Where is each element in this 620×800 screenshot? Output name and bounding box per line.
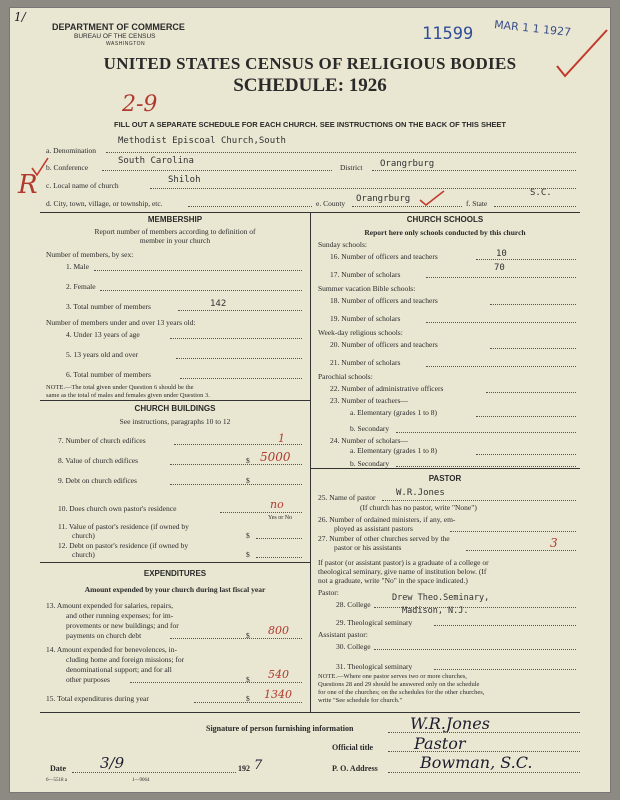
census-form-page — [10, 8, 610, 792]
q29-line — [434, 625, 576, 626]
received-date-stamp: MAR 1 1 1927 — [493, 18, 572, 39]
po-address-line — [388, 772, 580, 773]
q27-label-1: 27. Number of other churches served by the — [318, 534, 450, 543]
county-label: e. County — [316, 199, 346, 208]
q26-label-1: 26. Number of ordained ministers, if any, em- — [318, 515, 456, 524]
q24b-label: b. Secondary — [350, 459, 390, 468]
q21-label: 21. Number of scholars — [330, 358, 401, 367]
q6-label: 6. Total number of members — [66, 370, 151, 379]
q1-line — [94, 270, 302, 271]
q24a-label: a. Elementary (grades 1 to 8) — [350, 446, 438, 455]
q13-label-1: 13. Amount expended for salaries, repairs, — [46, 601, 174, 610]
q5-label: 5. 13 years old and over — [66, 350, 139, 359]
q13-dollar: $ — [246, 631, 250, 640]
q11-dollar: $ — [246, 531, 250, 540]
official-title-label: Official title — [332, 743, 374, 752]
q3-line — [178, 310, 302, 311]
city-label: WASHINGTON — [106, 41, 146, 47]
q1-label: 1. Male — [66, 262, 89, 271]
assistant-label: Assistant pastor: — [318, 630, 368, 639]
county-check-icon — [418, 190, 446, 206]
q19-line — [426, 322, 576, 323]
date-line — [72, 772, 236, 773]
q25-label: 25. Name of pastor — [318, 493, 376, 502]
schools-title: CHURCH SCHOOLS — [406, 215, 484, 224]
q14-label-1: 14. Amount expended for benevolences, in- — [46, 645, 178, 654]
q23b-line — [396, 432, 576, 433]
date-value: 3/9 — [100, 754, 125, 772]
left-divider-2 — [40, 562, 310, 563]
signature-line — [388, 732, 580, 733]
buildings-title: CHURCH BUILDINGS — [134, 404, 216, 413]
q15-label: 15. Total expenditures during year — [46, 694, 149, 703]
q29-label: 29. Theological seminary — [336, 618, 413, 627]
q11-label-2: church) — [72, 531, 95, 540]
q27-line — [466, 550, 576, 551]
grad-note-2: theological seminary, give name of institution below. (If — [318, 567, 487, 576]
q22-label: 22. Number of administrative officers — [330, 384, 444, 393]
form-title: UNITED STATES CENSUS OF RELIGIOUS BODIES — [103, 54, 517, 73]
q20-label: 20. Number of officers and teachers — [330, 340, 438, 349]
conference-line — [102, 170, 332, 171]
q13-label-3: provements or new buildings; and for — [66, 621, 179, 630]
q17-value: 70 — [494, 263, 505, 273]
q14-line — [130, 682, 302, 683]
q18-label: 18. Number of officers and teachers — [330, 296, 438, 305]
q25-value: W.R.Jones — [396, 488, 445, 498]
q10-label: 10. Does church own pastor's residence — [58, 504, 177, 513]
local-name-value: Shiloh — [168, 175, 201, 185]
q14-dollar: $ — [246, 675, 250, 684]
q26-line — [450, 531, 576, 532]
date-label: Date — [50, 764, 66, 773]
q23b-label: b. Secondary — [350, 424, 390, 433]
form-code: 6—5518 a — [46, 778, 67, 783]
q11-line — [256, 538, 302, 539]
q2-label: 2. Female — [66, 282, 96, 291]
official-title-value: Pastor — [414, 734, 466, 753]
instruction-line: FILL OUT A SEPARATE SCHEDULE FOR EACH CHURCH. SEE INSTRUCTIONS ON THE BACK OF THIS SHEET — [114, 120, 506, 129]
q9-line — [170, 484, 302, 485]
q19-label: 19. Number of scholars — [330, 314, 401, 323]
q14-label-3: denominational support; and for all — [66, 665, 172, 674]
q21-line — [426, 366, 576, 367]
q13-label-4: payments on church debt — [66, 631, 142, 640]
pastor-note-3: for one of the churches; on the schedules for the other churches, — [318, 689, 485, 696]
schedule-title: SCHEDULE: 1926 — [233, 75, 387, 96]
county-value: Orangrburg — [356, 194, 411, 204]
q12-label-1: 12. Debt on pastor's residence (if owned by — [58, 541, 189, 550]
conference-value: South Carolina — [118, 156, 194, 166]
q23a-label: a. Elementary (grades 1 to 8) — [350, 408, 438, 417]
q8-line — [170, 464, 302, 465]
denomination-label: a. Denomination — [46, 146, 96, 155]
county-line — [352, 206, 462, 207]
expenditures-title: EXPENDITURES — [143, 569, 207, 578]
q24a-line — [476, 454, 576, 455]
q28-value: Drew Theo.Seminary, — [392, 593, 490, 603]
q15-dollar: $ — [246, 694, 250, 703]
q12-label-2: church) — [72, 550, 95, 559]
q14-value: 540 — [268, 668, 289, 681]
schools-intro: Report here only schools conducted by this church — [364, 228, 526, 237]
q14-label-2: cluding home and foreign missions; for — [66, 655, 185, 664]
local-name-line — [150, 188, 576, 189]
department-label: DEPARTMENT OF COMMERCE — [52, 22, 185, 32]
q30-label: 30. College — [336, 642, 371, 651]
q6-line — [180, 378, 302, 379]
po-address-value: Bowman, S.C. — [420, 753, 533, 772]
local-name-label: c. Local name of church — [46, 181, 119, 190]
q24-label: 24. Number of scholars— — [330, 436, 408, 445]
q16-line — [476, 259, 576, 260]
parochial-label: Parochial schools: — [318, 372, 373, 381]
q8-label: 8. Value of church edifices — [58, 456, 139, 465]
code-mark: 2-9 — [122, 92, 158, 117]
q16-label: 16. Number of officers and teachers — [330, 252, 438, 261]
po-address-label: P. O. Address — [332, 764, 378, 773]
q8-dollar: $ — [246, 456, 250, 465]
q13-value: 800 — [268, 624, 289, 637]
q9-label: 9. Debt on church edifices — [58, 476, 137, 485]
q24b-line — [396, 466, 576, 467]
by-sex-label: Number of members, by sex: — [46, 250, 134, 259]
q25-line — [382, 500, 576, 501]
pastor-sub-label: Pastor: — [318, 588, 339, 597]
membership-title: MEMBERSHIP — [147, 215, 203, 224]
q13-line — [170, 638, 302, 639]
membership-intro-1: Report number of members according to definition of — [94, 227, 256, 236]
q2-line — [100, 290, 302, 291]
district-line — [372, 170, 576, 171]
pastor-title: PASTOR — [428, 474, 462, 483]
membership-intro-2: member in your church — [139, 236, 211, 245]
bureau-label: BUREAU OF THE CENSUS — [74, 33, 156, 40]
buildings-intro: See instructions, paragraphs 10 to 12 — [119, 417, 231, 426]
q12-dollar: $ — [246, 550, 250, 559]
q14-label-4: other purposes — [66, 675, 110, 684]
city-town-label: d. City, town, village, or township, etc. — [46, 199, 163, 208]
pastor-note-2: Questions 28 and 29 should be answered only on the schedule — [318, 681, 480, 688]
conference-label: b. Conference — [46, 163, 89, 172]
grad-note-1: If pastor (or assistant pastor) is a graduate of a college or — [318, 558, 489, 567]
q15-line — [194, 702, 302, 703]
signature-value: W.R.Jones — [410, 714, 490, 733]
q15-value: 1340 — [264, 688, 292, 701]
q22-line — [486, 392, 576, 393]
q10-value: no — [270, 498, 284, 511]
q30-line — [374, 649, 576, 650]
q28-value-2: Madison, N.J. — [402, 606, 469, 616]
year-prefix: 192 — [238, 764, 250, 773]
q9-dollar: $ — [246, 476, 250, 485]
q27-label-2: pastor or his assistants — [334, 543, 402, 552]
q28-label: 28. College — [336, 600, 371, 609]
q8-value: 5000 — [260, 450, 291, 464]
corner-mark: 1/ — [14, 10, 26, 24]
weekday-label: Week-day religious schools: — [318, 328, 403, 337]
q27-value: 3 — [550, 536, 558, 550]
q4-line — [170, 338, 302, 339]
q10-line — [220, 512, 302, 513]
city-town-line — [188, 206, 312, 207]
year-value: 7 — [254, 758, 263, 773]
yes-no-label: Yes or No — [268, 515, 293, 521]
q4-label: 4. Under 13 years of age — [66, 330, 140, 339]
q23-label: 23. Number of teachers— — [330, 396, 408, 405]
state-label: f. State — [466, 199, 488, 208]
q26-label-2: ployed as assistant pastors — [334, 524, 413, 533]
under-over-label: Number of members under and over 13 years old: — [46, 318, 196, 327]
pastor-note-1: NOTE.—Where one pastor serves two or more churches, — [318, 673, 467, 680]
district-value: Orangrburg — [380, 159, 435, 169]
q5-line — [176, 358, 302, 359]
official-title-line — [388, 751, 580, 752]
left-divider-1 — [40, 400, 310, 401]
grad-note-3: not a graduate, write "No" in the space indicated.) — [318, 576, 468, 585]
q23a-line — [476, 416, 576, 417]
q25-note: (If church has no pastor, write "None") — [360, 503, 477, 512]
signature-label: Signature of person furnishing information — [206, 724, 354, 733]
q17-line — [426, 277, 576, 278]
q31-line — [434, 669, 576, 670]
sunday-label: Sunday schools: — [318, 240, 367, 249]
denomination-line — [106, 152, 576, 153]
grid-center-line — [310, 212, 311, 712]
q11-label-1: 11. Value of pastor's residence (if owned by — [58, 522, 189, 531]
district-label: District — [340, 163, 363, 172]
right-divider-1 — [310, 468, 580, 469]
q18-line — [490, 304, 576, 305]
membership-note-1: NOTE.—The total given under Question 6 should be the — [46, 384, 194, 391]
q7-value: 1 — [278, 432, 285, 445]
pastor-note-4: write "See schedule for church." — [318, 697, 403, 704]
vacation-label: Summer vacation Bible schools: — [318, 284, 416, 293]
q7-line — [174, 444, 302, 445]
q3-value: 142 — [210, 299, 227, 309]
q12-line — [256, 557, 302, 558]
state-value: S.C. — [530, 188, 552, 198]
q16-value: 10 — [496, 249, 507, 259]
q17-label: 17. Number of scholars — [330, 270, 401, 279]
denomination-value: Methodist Episcoal Church,South — [118, 136, 286, 146]
q7-label: 7. Number of church edifices — [58, 436, 146, 445]
margin-mark: R — [18, 170, 38, 200]
q20-line — [490, 348, 576, 349]
membership-note-2: same as the total of males and females given under Question 3. — [46, 392, 210, 399]
q31-label: 31. Theological seminary — [336, 662, 413, 671]
q3-label: 3. Total number of members — [66, 302, 151, 311]
expenditures-intro: Amount expended by your church during last fiscal year — [84, 585, 266, 594]
q13-label-2: and other running expenses; for im- — [66, 611, 174, 620]
print-code: 1—9064 — [132, 778, 150, 783]
grid-bottom-line — [40, 712, 580, 713]
schedule-number-stamp: 11599 — [422, 24, 474, 44]
state-line — [494, 206, 576, 207]
